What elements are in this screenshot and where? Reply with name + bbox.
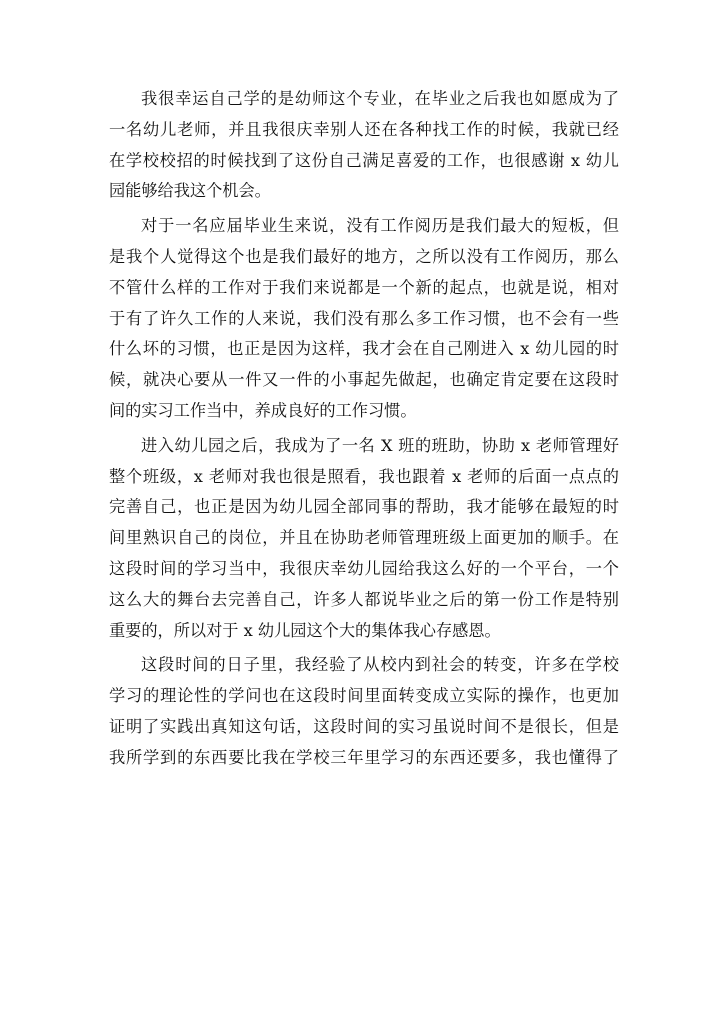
paragraph-line: 我很幸运自己学的是幼师这个专业，在毕业之后我也如愿成为了: [141, 89, 619, 108]
paragraph-line: 证明了实践出真知这句话，这段时间的实习虽说时间不是很长，但是: [109, 716, 619, 736]
paragraph-line: 进入幼儿园之后，我成为了一名 X 班的班助，协助 x 老师管理好: [141, 435, 619, 455]
paragraph-line: 这段时间的日子里，我经验了从校内到社会的转变，许多在学校: [141, 655, 619, 675]
paragraph-line: 是我个人觉得这个也是我们最好的地方，之所以没有工作阅历，那么: [109, 246, 619, 266]
paragraph-4: [109, 650, 619, 773]
paragraph-line: 重要的，所以对于 x 幼儿园这个大的集体我心存感恩。: [109, 620, 501, 640]
paragraph-line: 我所学到的东西要比我在学校三年里学习的东西还要多，我也懂得了: [109, 747, 619, 767]
paragraph-line: 这段时间的学习当中，我很庆幸幼儿园给我这么好的一个平台，一个: [109, 558, 619, 578]
paragraph-line: 在学校校招的时候找到了这份自己满足喜爱的工作，也很感谢 x 幼儿: [109, 150, 619, 170]
paragraph-line: 园能够给我这个机会。: [109, 181, 271, 201]
paragraph-line: 学习的理论性的学问也在这段时间里面转变成立实际的操作，也更加: [109, 686, 619, 706]
paragraph-2: [109, 211, 619, 427]
paragraph-3: [109, 431, 619, 647]
document-body: [109, 84, 619, 774]
paragraph-line: 一名幼儿老师，并且我很庆幸别人还在各种找工作的时候，我就已经: [109, 119, 619, 139]
paragraph-line: 整个班级，x 老师对我也很是照看，我也跟着 x 老师的后面一点点的: [109, 466, 619, 486]
paragraph-line: 什么坏的习惯，也正是因为这样，我才会在自己刚进入 x 幼儿园的时: [109, 339, 619, 359]
paragraph-line: 间里熟识自己的岗位，并且在协助老师管理班级上面更加的顺手。在: [109, 528, 619, 548]
paragraph-line: 完善自己，也正是因为幼儿园全部同事的帮助，我才能够在最短的时: [109, 497, 619, 517]
paragraph-line: 于有了许久工作的人来说，我们没有那么多工作习惯，也不会有一些: [109, 308, 619, 328]
paragraph-line: 这么大的舞台去完善自己，许多人都说毕业之后的第一份工作是特别: [109, 589, 619, 609]
paragraph-line: 不管什么样的工作对于我们来说都是一个新的起点，也就是说，相对: [109, 277, 619, 297]
paragraph-1: [109, 84, 619, 207]
paragraph-line: 候，就决心要从一件又一件的小事起先做起，也确定肯定要在这段时: [109, 370, 619, 390]
paragraph-line: 间的实习工作当中，养成良好的工作习惯。: [109, 400, 417, 420]
paragraph-line: 对于一名应届毕业生来说，没有工作阅历是我们最大的短板，但: [141, 216, 619, 236]
